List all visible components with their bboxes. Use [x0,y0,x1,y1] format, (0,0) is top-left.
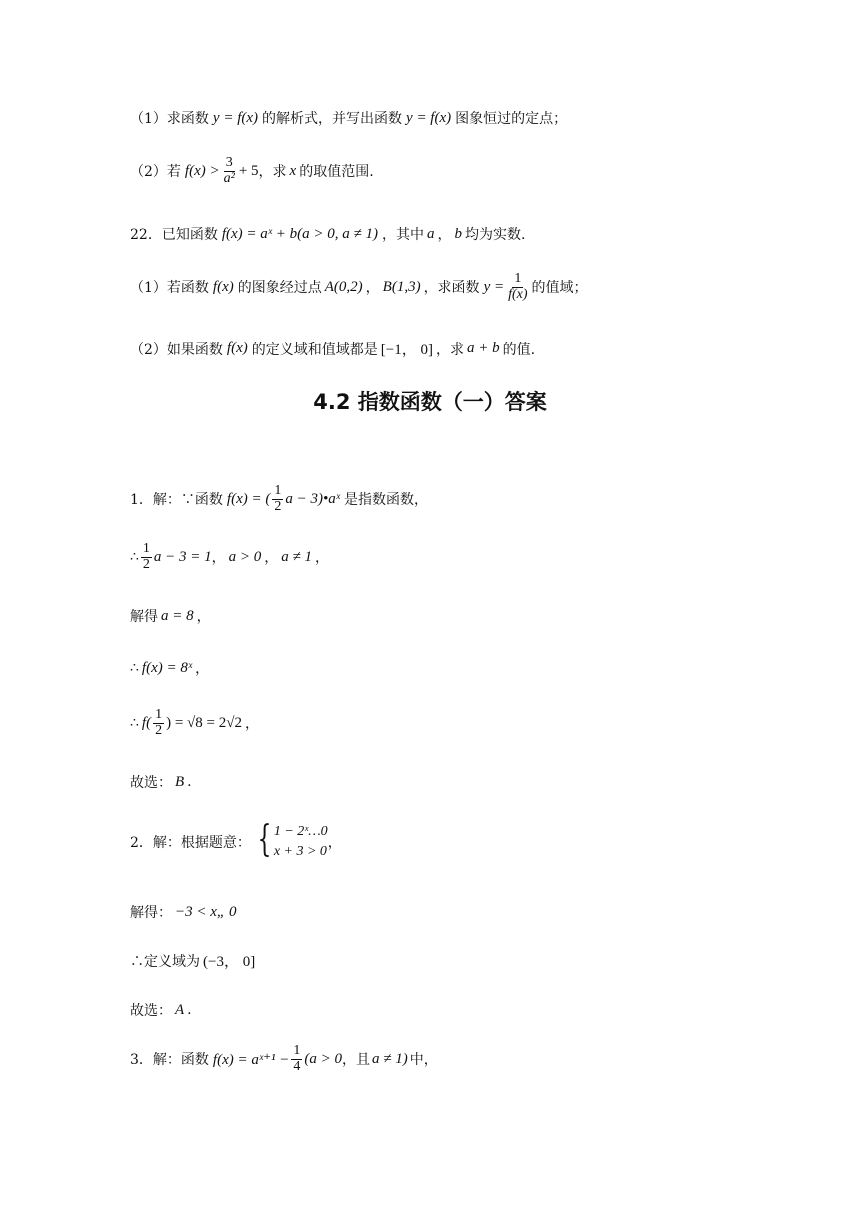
q22-p1-point-a: A(0,2) [324,278,363,295]
q22-stem-var-b: b [454,225,462,242]
ans1-l6-text-b: . [187,774,192,790]
ans1-l5-therefore: ∴ [130,715,139,732]
q22-p1-text-b: 的图象经过点 [237,280,322,297]
ans1-l4-therefore: ∴ [130,660,139,676]
ans2-system-row1: 1 − 2ˣ…0 [273,824,328,839]
ans1-l2-rest: a − 3 = 1 [153,548,212,565]
ans2-system [253,819,328,861]
ans2-l1-text-a: 2．解：根据题意： [130,834,251,851]
q22-stem-text-b: ，其中 [381,227,424,243]
q22-p2-fx: f(x) [226,340,248,356]
q22-p2-text-b: 的定义域和值域都是 [251,341,378,358]
ans2-line2 [130,902,237,922]
q22-stem-text-a: 22．已知函数 [130,227,218,243]
ans2-l2-eq: −3 < x„ 0 [175,903,237,920]
ans1-l2-fraction [141,542,152,572]
ans1-l2-cond2: a ≠ 1 [281,548,313,565]
ans2-l4-answer: A [175,1001,185,1018]
q21-p2-numerator: 3 [225,155,233,170]
q21-p1-text-a: （1）求函数 [130,111,209,127]
ans1-l5-denominator: 2 [155,722,163,738]
ans3-l1-text-d: 中， [409,1052,438,1069]
q22-p1-point-b: B(1,3) [382,278,421,295]
ans1-l1-fraction [272,484,283,514]
ans1-l1-rest: a − 3)•aˣ [285,490,340,507]
q22-p1-text-c: ， [365,280,380,297]
q22-p1-text-e: 的值域； [531,280,588,297]
ans3-line1 [130,1044,438,1074]
ans1-line3 [130,606,211,626]
ans1-l2-comma3: ， [315,550,330,567]
ans1-l1-denominator: 2 [274,498,282,514]
q21-part1 [130,108,567,128]
ans3-l1-f: f(x) = aˣ⁺¹ − [212,1051,290,1068]
q21-part2 [130,156,374,186]
ans1-l2-denominator: 2 [142,556,150,572]
q21-p1-eq1: y = f(x) [212,109,259,126]
ans2-l4-text-b: . [187,1002,192,1018]
q21-p2-lhs: f(x) > [184,162,220,179]
ans2-system-brace: { [257,819,272,860]
ans1-l3-text-b: ， [196,609,211,625]
q21-p1-text-b: 的解析式，并写出函数 [262,111,403,127]
ans1-l5-text-b: ， [244,716,259,733]
q22-stem-text-c: ， [437,227,452,243]
q22-p2-text-c: ，求 [435,341,464,358]
ans1-l2-comma1: ， [211,550,226,567]
ans3-l1-text-b: ，且 [342,1052,371,1069]
q21-p2-denominator: a² [223,170,235,186]
q22-p1-text-a: （1）若函数 [130,280,209,297]
q21-p2-text-c: 的取值范围. [299,164,374,181]
ans1-l6-text-a: 故选： [130,775,172,791]
ans1-l3-eq: a = 8 [161,607,194,624]
ans1-l4-text-b: ， [195,661,210,677]
q22-part2 [130,338,535,359]
ans1-l2-cond1: a > 0 [228,548,262,565]
q22-p1-y: y = [483,278,505,295]
q22-stem-text-d: 均为实数. [464,227,526,243]
ans1-l2-therefore: ∴ [130,549,139,566]
ans1-l2-numerator: 1 [142,541,150,556]
ans3-l1-rest: (a > 0 [304,1050,343,1067]
q21-p2-rhs: + 5 [238,162,259,179]
ans1-line2 [130,542,329,572]
q22-p1-numerator: 1 [514,271,522,286]
q22-p1-text-d: ，求函数 [423,280,480,297]
ans1-line5 [130,708,259,738]
ans1-l4-eq: f(x) = 8ˣ [141,659,193,676]
page-title: 4.2 指数函数（一）答案 [313,390,547,414]
ans2-l4-text-a: 故选： [130,1003,172,1019]
ans1-l1-f: f(x) = ( [226,490,271,507]
q22-p2-text-d: 的值. [502,341,536,358]
q21-p2-fraction [222,156,237,186]
ans1-l5-numerator: 1 [155,707,163,722]
q22-stem [130,224,525,244]
q21-p1-eq2: y = f(x) [406,109,452,126]
ans3-l1-text-a: 3．解：函数 [130,1052,209,1069]
ans2-line1 [130,819,342,861]
ans3-l1-numerator: 1 [293,1043,301,1058]
ans1-l5-f: f( [141,714,152,731]
q21-p1-text-c: 图象恒过的定点； [455,111,568,127]
ans2-l1-text-b: ， [327,834,342,851]
q22-p2-sum: a + b [466,340,500,356]
ans1-l3-text-a: 解得 [130,609,158,625]
ans2-line4 [130,1000,192,1020]
ans2-line3 [130,950,255,971]
ans1-line6 [130,772,192,792]
ans1-l1-text-a: 1．解：∵函数 [130,492,223,509]
ans1-l6-answer: B [175,773,185,790]
q21-p2-text-a: （2）若 [130,164,181,181]
q22-p1-fx: f(x) [212,278,234,295]
q21-p2-text-b: ，求 [258,164,287,181]
q22-p2-text-a: （2）如果函数 [130,341,223,358]
q22-stem-var-a: a [426,225,435,242]
q22-p1-fraction [506,272,529,302]
ans2-l2-text-a: 解得： [130,905,172,921]
ans2-l3-text-a: ∴定义域为 [130,953,200,970]
ans3-l1-fraction [291,1044,302,1074]
ans1-l5-fraction [153,708,164,738]
ans1-line4 [130,658,209,678]
ans1-line1 [130,484,428,514]
ans2-system-row2: x + 3 > 0 [273,843,327,859]
ans1-l1-numerator: 1 [274,483,282,498]
ans1-l1-text-b: 是指数函数， [343,492,428,509]
q21-p2-x: x [289,162,297,179]
q22-part1 [130,272,588,302]
ans3-l1-denominator: 4 [293,1058,301,1074]
ans1-l2-comma2: ， [264,550,279,567]
ans3-l1-cond: a ≠ 1) [372,1050,408,1067]
ans1-l5-rest: ) = √8 = 2√2 [166,714,242,731]
q22-stem-equation: f(x) = aˣ + b(a > 0, a ≠ 1) [221,225,378,242]
q22-p2-interval: [−1， 0] [380,342,433,358]
q22-p1-denominator: f(x) [508,286,528,302]
ans2-l3-interval: (−3， 0] [203,954,256,970]
